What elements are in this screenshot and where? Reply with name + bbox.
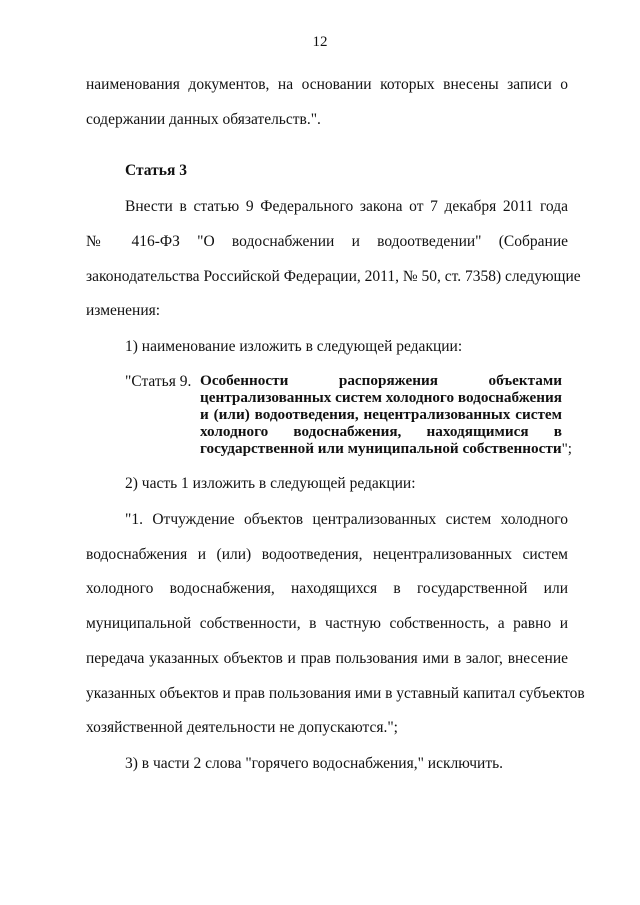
text-line: изменения:	[86, 302, 161, 319]
text-line: содержании данных обязательств.".	[86, 111, 321, 128]
article-prefix: "Статья 9.	[125, 373, 192, 390]
article-title-line: Особенности распоряжения объектами	[200, 372, 562, 389]
article-title-line: холодного водоснабжения, находящимися в	[200, 423, 562, 440]
article-title-text: государственной или муниципальной собственности	[200, 440, 562, 457]
list-item: 2) часть 1 изложить в следующей редакции:	[125, 475, 416, 492]
list-item: 1) наименование изложить в следующей редакции:	[125, 338, 463, 355]
page-number: 12	[312, 34, 328, 50]
list-item: 3) в части 2 слова "горячего водоснабжения," исключить.	[125, 755, 504, 772]
quoted-text-line: водоснабжения и (или) водоотведения, нецентрализованных систем	[86, 546, 568, 563]
text-line: законодательства Российской Федерации, 2011, № 50, ст. 7358) следующие	[86, 268, 581, 285]
text-line: № 416-ФЗ "О водоснабжении и водоотведении" (Собрание	[86, 233, 568, 250]
article-title-line: централизованных систем холодного водоснабжения	[200, 389, 562, 406]
text-line: наименования документов, на основании которых внесены записи о	[86, 76, 568, 93]
text-line: Внести в статью 9 Федерального закона от 7 декабря 2011 года	[125, 198, 568, 215]
article-title-line-last	[200, 440, 572, 457]
quoted-text-line: передача указанных объектов и прав пользования ими в залог, внесение	[86, 650, 568, 667]
article-title-closing: ";	[561, 440, 573, 457]
quoted-text-line: холодного водоснабжения, находящихся в государственной или	[86, 580, 568, 597]
article-heading: Статья 3	[125, 162, 187, 179]
quoted-text-line: муниципальной собственности, в частную собственность, а равно и	[86, 615, 568, 632]
article-title-line: и (или) водоотведения, нецентрализованных систем	[200, 406, 562, 423]
quoted-text-line: указанных объектов и прав пользования ими в уставный капитал субъектов	[86, 685, 585, 702]
quoted-text-line: "1. Отчуждение объектов централизованных систем холодного	[125, 511, 568, 528]
quoted-text-line: хозяйственной деятельности не допускаются.";	[86, 719, 398, 736]
